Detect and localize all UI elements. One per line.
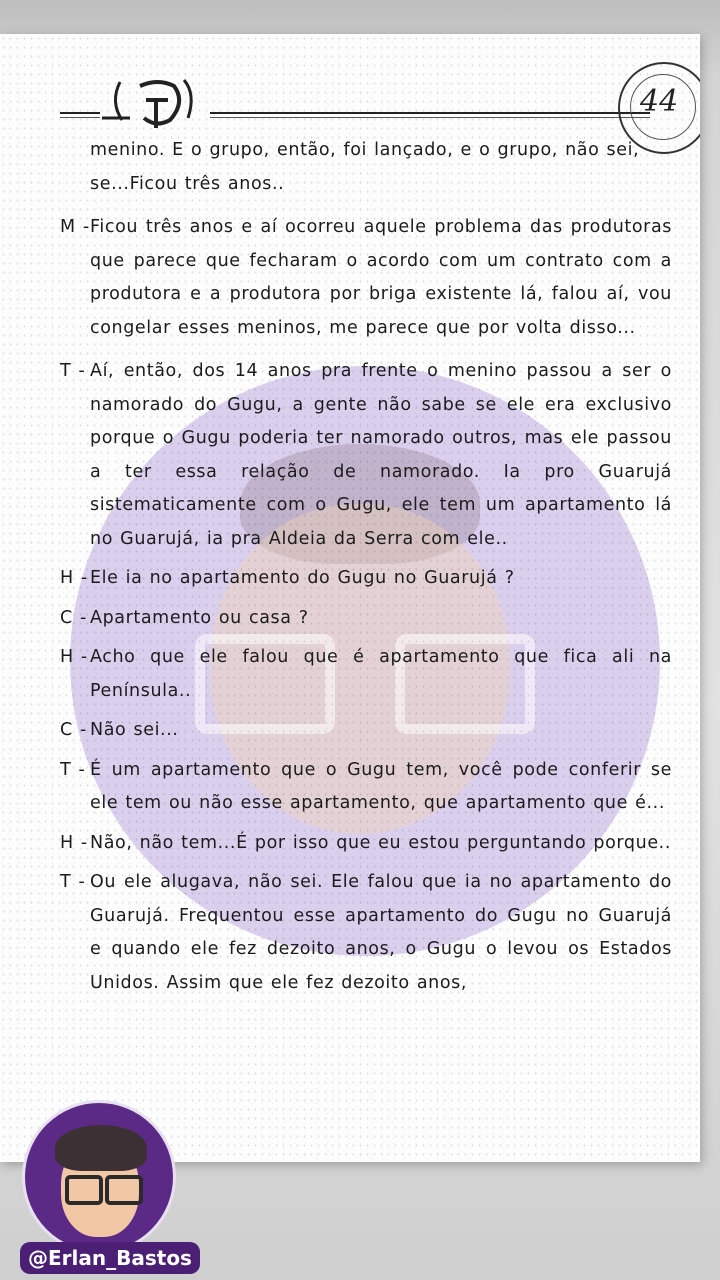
stamp-page-number: 44 bbox=[640, 84, 679, 119]
paragraph-text: Ficou três anos e aí ocorreu aquele problema das produtoras que parece que fecharam o acordo com um contrato com a produtora e a produtora por briga existente lá, falou aí, vou congelar esses meninos, me parece que por volta disso... bbox=[90, 217, 672, 338]
speaker-label: T - bbox=[60, 361, 86, 381]
transcript-paragraph bbox=[60, 714, 672, 748]
scanned-document-page bbox=[0, 34, 700, 1162]
transcript-paragraph bbox=[60, 562, 672, 596]
creator-avatar bbox=[22, 1100, 176, 1254]
transcript-paragraph bbox=[60, 754, 672, 821]
transcript-paragraph bbox=[60, 827, 672, 861]
transcript-paragraph bbox=[60, 866, 672, 1000]
paragraph-text: Ou ele alugava, não sei. Ele falou que ia no apartamento do Guarujá. Frequentou esse apartamento do Gugu no Guarujá e quando ele fez dezoito anos, o Gugu o levou os Estados Unidos. Assim que ele fez dezoito anos, bbox=[90, 872, 672, 993]
transcript-paragraph bbox=[60, 602, 672, 636]
transcript-paragraph bbox=[60, 355, 672, 556]
paragraph-text: Não sei... bbox=[90, 720, 179, 740]
continued-line-2: se...Ficou três anos.. bbox=[90, 173, 285, 194]
avatar-glasses-left bbox=[65, 1175, 103, 1205]
avatar-hair bbox=[55, 1125, 147, 1171]
transcript-paragraph bbox=[60, 641, 672, 708]
paragraph-text: Acho que ele falou que é apartamento que fica ali na Península.. bbox=[90, 647, 672, 701]
creator-handle-badge: @Erlan_Bastos bbox=[20, 1242, 200, 1274]
speaker-label: C - bbox=[60, 720, 87, 740]
letterhead-logo-icon bbox=[100, 72, 210, 136]
paragraph-text: Apartamento ou casa ? bbox=[90, 607, 309, 628]
speaker-label: H - bbox=[60, 647, 88, 667]
speaker-label: C - bbox=[60, 607, 87, 628]
speaker-label: H - bbox=[60, 568, 88, 588]
paragraph-text: Aí, então, dos 14 anos pra frente o menino passou a ser o namorado do Gugu, a gente não sabe se ele era exclusivo porque o Gugu poderia ter namorado outros, mas ele passou a ter essa relação de namorado. Ia pro Guarujá sistematicamente com o Gugu, ele tem um apartamento lá no Guarujá, ia pra Aldeia da Serra com ele.. bbox=[90, 361, 672, 549]
paragraph-text: Não, não tem...É por isso que eu estou perguntando porque.. bbox=[90, 832, 672, 853]
paragraph-text: É um apartamento que o Gugu tem, você pode conferir se ele tem ou não esse apartamento, que apartamento que é... bbox=[90, 759, 672, 813]
transcript-body bbox=[60, 134, 672, 1000]
continued-line-1: menino. E o grupo, então, foi lançado, e o grupo, não sei, bbox=[90, 140, 640, 160]
avatar-glasses-right bbox=[105, 1175, 143, 1205]
speaker-label: T - bbox=[60, 872, 86, 892]
speaker-label: T - bbox=[60, 759, 86, 780]
speaker-label: H - bbox=[60, 832, 88, 853]
transcript-paragraph bbox=[60, 211, 672, 345]
paragraph-text: Ele ia no apartamento do Gugu no Guarujá ? bbox=[90, 568, 515, 588]
speaker-label: M - bbox=[60, 217, 90, 237]
